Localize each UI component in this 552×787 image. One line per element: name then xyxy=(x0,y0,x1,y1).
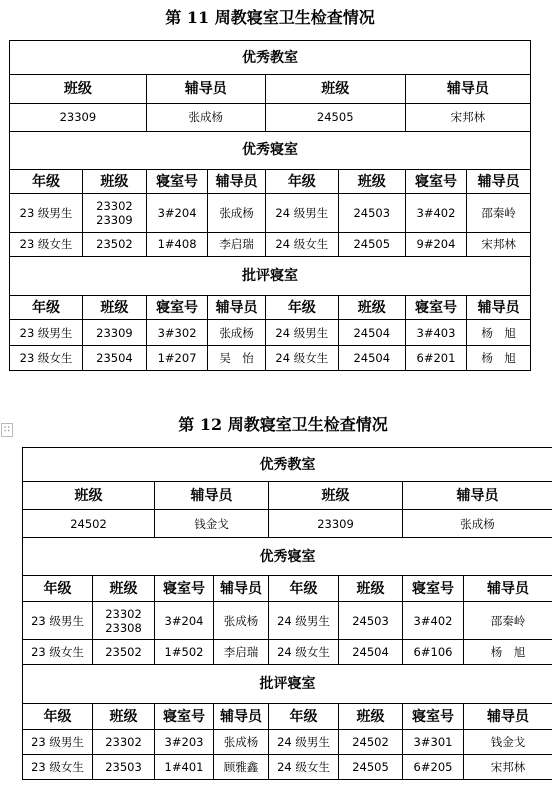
dorm-row xyxy=(10,194,531,232)
dorm-grade-cell: 23 级女生 xyxy=(10,345,83,370)
dorm-header-cell: 班级 xyxy=(83,296,147,320)
dorm-grade-cell: 23 级男生 xyxy=(10,194,83,232)
dorm-header-cell: 班级 xyxy=(93,576,155,602)
dorm-counselor-cell: 张成杨 xyxy=(214,730,269,755)
dorm-grade-cell: 23 级男生 xyxy=(10,320,83,345)
dorm-row xyxy=(23,602,552,640)
dorm-counselor-cell: 李启瑞 xyxy=(214,640,269,665)
dorm-header-cell: 班级 xyxy=(339,576,403,602)
dorm-header-cell: 辅导员 xyxy=(464,704,552,730)
dorm-row xyxy=(10,345,531,370)
dorm-room-cell: 1#408 xyxy=(146,232,208,256)
section-excellent-dorm: 优秀寝室 xyxy=(10,131,531,169)
classroom-counselor-cell: 钱金戈 xyxy=(155,510,269,538)
dorm-header-cell: 辅导员 xyxy=(214,576,269,602)
section-excellent-dorm: 优秀寝室 xyxy=(23,538,552,576)
dorm-header-cell: 辅导员 xyxy=(464,576,552,602)
dorm-class-cell: 23502 xyxy=(83,232,147,256)
dorm-header-cell: 年级 xyxy=(23,704,93,730)
dorm-room-cell: 3#203 xyxy=(155,730,214,755)
dorm-room-cell: 3#403 xyxy=(405,320,467,345)
doc1-inspection-table xyxy=(9,40,531,371)
dorm-header-cell: 辅导员 xyxy=(214,704,269,730)
header-class: 班级 xyxy=(269,482,403,510)
dorm-class-cell: 23502 xyxy=(93,640,155,665)
dorm-grade-cell: 23 级男生 xyxy=(23,602,93,640)
section-excellent-classroom: 优秀教室 xyxy=(23,448,552,482)
dorm-room-cell: 6#106 xyxy=(403,640,464,665)
dorm-grade-cell: 24 级男生 xyxy=(265,320,338,345)
classroom-class-cell: 23309 xyxy=(10,103,147,131)
dorm-grade-cell: 23 级女生 xyxy=(23,640,93,665)
dorm-counselor-cell: 邵秦岭 xyxy=(464,602,552,640)
dorm-header-cell: 年级 xyxy=(265,296,338,320)
dorm-class-cell: 24505 xyxy=(339,755,403,780)
dorm-room-cell: 3#402 xyxy=(405,194,467,232)
dorm-counselor-cell: 吴 怡 xyxy=(208,345,265,370)
dorm-room-cell: 3#204 xyxy=(155,602,214,640)
dorm-counselor-cell: 张成杨 xyxy=(214,602,269,640)
dorm-header-cell: 寝室号 xyxy=(155,704,214,730)
classroom-class-cell: 24505 xyxy=(265,103,405,131)
dorm-class-cell: 23302 23309 xyxy=(83,194,147,232)
dorm-header-cell: 寝室号 xyxy=(146,296,208,320)
dorm-grade-cell: 24 级男生 xyxy=(265,194,338,232)
dorm-counselor-cell: 宋邦林 xyxy=(467,232,531,256)
dorm-counselor-cell: 宋邦林 xyxy=(464,755,552,780)
dorm-grade-cell: 24 级女生 xyxy=(265,232,338,256)
header-class: 班级 xyxy=(265,75,405,103)
dorm-header-cell: 年级 xyxy=(265,170,338,194)
dorm-class-cell: 24503 xyxy=(339,602,403,640)
dorm-header-cell: 班级 xyxy=(338,296,405,320)
header-counselor: 辅导员 xyxy=(403,482,552,510)
dorm-header-cell: 寝室号 xyxy=(403,704,464,730)
dorm-header-cell: 寝室号 xyxy=(403,576,464,602)
header-counselor: 辅导员 xyxy=(405,75,530,103)
dorm-room-cell: 1#401 xyxy=(155,755,214,780)
dorm-room-cell: 6#201 xyxy=(405,345,467,370)
dorm-counselor-cell: 顾雅鑫 xyxy=(214,755,269,780)
dorm-grade-cell: 24 级女生 xyxy=(265,345,338,370)
dorm-room-cell: 1#207 xyxy=(146,345,208,370)
dorm-header-cell: 寝室号 xyxy=(146,170,208,194)
section-criticized-dorm: 批评寝室 xyxy=(10,256,531,295)
dorm-class-cell: 24504 xyxy=(338,320,405,345)
section-criticized-dorm: 批评寝室 xyxy=(23,665,552,704)
dorm-header-cell: 年级 xyxy=(10,296,83,320)
dorm-counselor-cell: 李启瑞 xyxy=(208,232,265,256)
dorm-class-cell: 23503 xyxy=(93,755,155,780)
dorm-class-cell: 23302 xyxy=(93,730,155,755)
header-class: 班级 xyxy=(10,75,147,103)
dorm-room-cell: 9#204 xyxy=(405,232,467,256)
dorm-header-cell: 辅导员 xyxy=(467,170,531,194)
dorm-room-cell: 3#302 xyxy=(146,320,208,345)
classroom-counselor-cell: 张成杨 xyxy=(146,103,265,131)
doc1-title: 第 11 周教寝室卫生检查情况 xyxy=(165,8,375,27)
dorm-grade-cell: 24 级女生 xyxy=(269,755,339,780)
dorm-class-cell: 24504 xyxy=(338,345,405,370)
dorm-counselor-cell: 杨 旭 xyxy=(464,640,552,665)
doc2-title: 第 12 周教寝室卫生检查情况 xyxy=(178,415,388,434)
dorm-counselor-cell: 杨 旭 xyxy=(467,320,531,345)
dorm-counselor-cell: 张成杨 xyxy=(208,194,265,232)
dorm-row xyxy=(23,730,552,755)
dorm-header-cell: 班级 xyxy=(339,704,403,730)
dorm-header-cell: 辅导员 xyxy=(208,170,265,194)
dorm-row xyxy=(10,232,531,256)
classroom-counselor-cell: 张成杨 xyxy=(403,510,552,538)
header-class: 班级 xyxy=(23,482,155,510)
dorm-room-cell: 3#204 xyxy=(146,194,208,232)
dorm-counselor-cell: 杨 旭 xyxy=(467,345,531,370)
dorm-grade-cell: 23 级男生 xyxy=(23,730,93,755)
section-excellent-classroom: 优秀教室 xyxy=(10,41,531,75)
dorm-grade-cell: 23 级女生 xyxy=(23,755,93,780)
table-move-handle-icon[interactable]: ∷ xyxy=(1,423,13,437)
dorm-room-cell: 6#205 xyxy=(403,755,464,780)
dorm-class-cell: 24503 xyxy=(338,194,405,232)
dorm-room-cell: 1#502 xyxy=(155,640,214,665)
dorm-header-cell: 班级 xyxy=(83,170,147,194)
dorm-header-cell: 年级 xyxy=(269,704,339,730)
dorm-header-cell: 寝室号 xyxy=(405,170,467,194)
classroom-counselor-cell: 宋邦林 xyxy=(405,103,530,131)
dorm-header-cell: 班级 xyxy=(338,170,405,194)
dorm-class-cell: 24504 xyxy=(339,640,403,665)
classroom-class-cell: 23309 xyxy=(269,510,403,538)
dorm-header-cell: 辅导员 xyxy=(467,296,531,320)
doc2-inspection-table xyxy=(22,447,552,780)
dorm-header-cell: 年级 xyxy=(269,576,339,602)
dorm-grade-cell: 23 级女生 xyxy=(10,232,83,256)
classroom-class-cell: 24502 xyxy=(23,510,155,538)
dorm-grade-cell: 24 级女生 xyxy=(269,640,339,665)
header-counselor: 辅导员 xyxy=(146,75,265,103)
header-counselor: 辅导员 xyxy=(155,482,269,510)
dorm-class-cell: 23504 xyxy=(83,345,147,370)
dorm-header-cell: 寝室号 xyxy=(405,296,467,320)
dorm-header-cell: 年级 xyxy=(10,170,83,194)
dorm-row xyxy=(23,640,552,665)
dorm-counselor-cell: 邵秦岭 xyxy=(467,194,531,232)
dorm-row xyxy=(23,755,552,780)
dorm-class-cell: 23309 xyxy=(83,320,147,345)
dorm-room-cell: 3#301 xyxy=(403,730,464,755)
dorm-class-cell: 23302 23308 xyxy=(93,602,155,640)
dorm-counselor-cell: 钱金戈 xyxy=(464,730,552,755)
dorm-grade-cell: 24 级男生 xyxy=(269,602,339,640)
dorm-class-cell: 24505 xyxy=(338,232,405,256)
dorm-counselor-cell: 张成杨 xyxy=(208,320,265,345)
dorm-row xyxy=(10,320,531,345)
dorm-header-cell: 辅导员 xyxy=(208,296,265,320)
dorm-grade-cell: 24 级男生 xyxy=(269,730,339,755)
dorm-class-cell: 24502 xyxy=(339,730,403,755)
dorm-room-cell: 3#402 xyxy=(403,602,464,640)
dorm-header-cell: 班级 xyxy=(93,704,155,730)
dorm-header-cell: 寝室号 xyxy=(155,576,214,602)
dorm-header-cell: 年级 xyxy=(23,576,93,602)
